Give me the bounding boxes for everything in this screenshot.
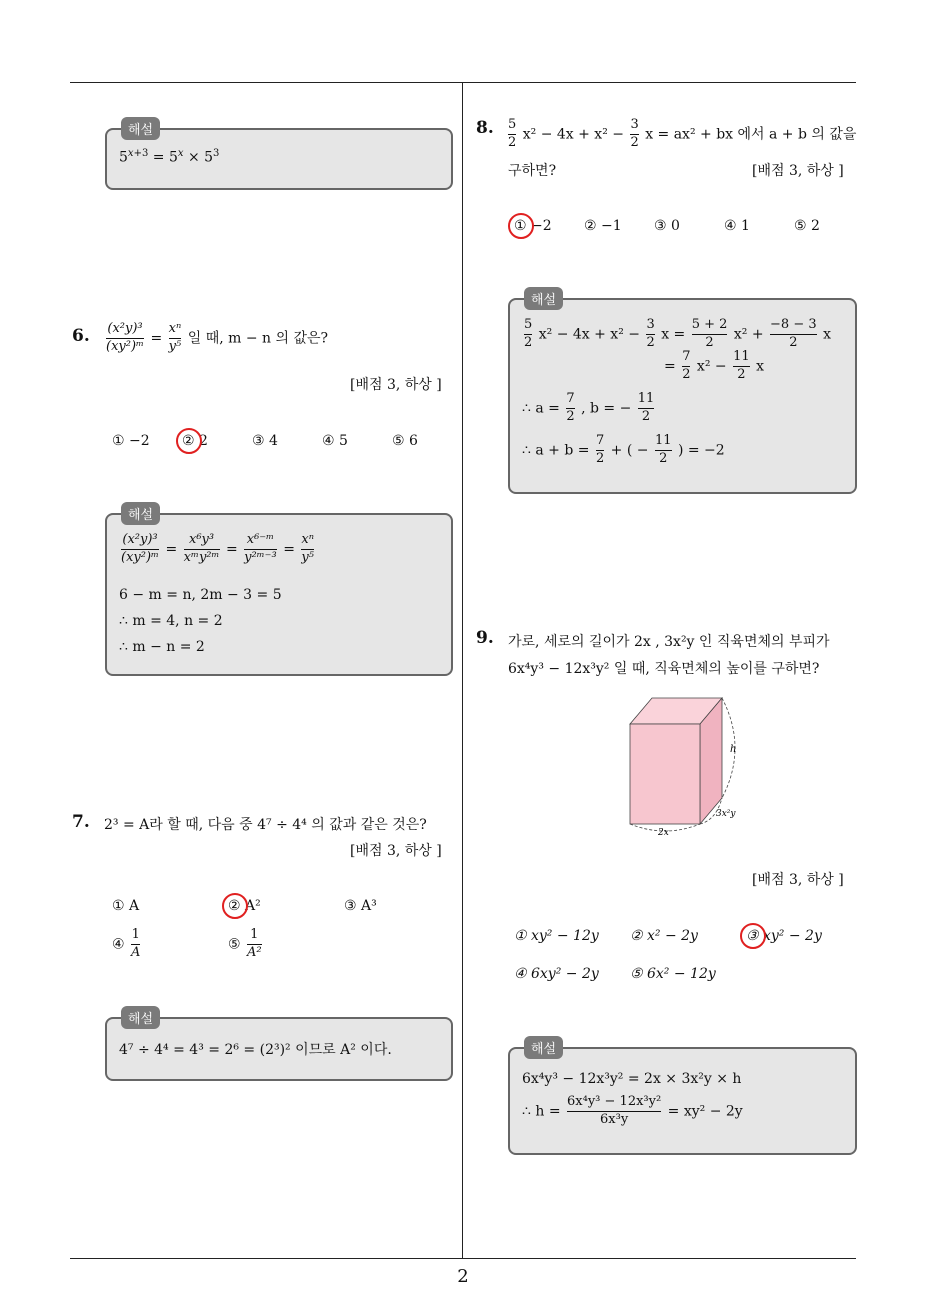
q7-score: [배점 3, 하상 ] [350,843,442,859]
q9-stem-line2: 6x⁴y³ − 12x³y² 일 때, 직육면체의 높이를 구하면? [508,661,820,677]
q8-expl-line2: = $\frac{7}{2}$ x² − $\frac{11}{2}$ x [664,349,764,382]
q9-score: [배점 3, 하상 ] [752,872,844,888]
q6-expl-line1: $\frac{\text{(x²y)³}}{\text{(xy²)ᵐ}}$ = $\frac{\text{x⁶y³}}{\text{xᵐy²ᵐ}}$ = $\frac{\text{x⁶⁻ᵐ}}{\text{y²ᵐ⁻³}}$ = $\frac{\text{xⁿ}}{\text{y⁵}}$ [121,532,314,565]
q6-option-2[interactable]: ② 2 [182,433,208,449]
q8-explanation-box [508,293,857,494]
q6-explanation-box [105,508,453,676]
q7-option-5[interactable]: ⑤ $\frac{1}{\text{A²}}$ [228,927,262,960]
q7-option-2[interactable]: ② A² [228,898,261,914]
q8-option-5[interactable]: ⑤ 2 [794,218,820,234]
q8-stem-line1: $\frac{5}{2}$ x² − 4x + x² − $\frac{3}{2}$ x = ax² + bx 에서 a + b 의 값을 [508,117,857,150]
answer-mark-circle [176,428,202,454]
q8-expl-line1: $\frac{5}{2}$ x² − 4x + x² − $\frac{3}{2}$ x = $\frac{5 + 2}{2}$ x² + $\frac{-8 - 3}{2}$ x [524,317,831,350]
q7-option-4[interactable]: ④ $\frac{1}{A}$ [112,927,141,960]
q7-option-1[interactable]: ① A [112,898,140,914]
explanation-tag: 해설 [121,502,160,525]
explanation-tag: 해설 [121,117,160,140]
q8-score: [배점 3, 하상 ] [752,163,844,179]
q8-option-3[interactable]: ③ 0 [654,218,680,234]
q6-stem: $\frac{\text{(x²y)³}}{\text{(xy²)ᵐ}}$ = $\frac{\text{xⁿ}}{\text{y⁵}}$ 일 때, m − n 의 값은? [106,321,329,354]
q6-option-1[interactable]: ① −2 [112,433,150,449]
q9-option-5[interactable]: ⑤ 6x² − 12y [630,966,716,982]
q5-expl-line1: $5^{x+3} = 5^x \times 5^3$ [119,148,220,166]
q9-option-2[interactable]: ② x² − 2y [630,928,698,944]
q6-expl-line4: ∴ m − n = 2 [119,639,205,655]
page-number: 2 [457,1266,469,1287]
q7-expl-line1: 4⁷ ÷ 4⁴ = 4³ = 2⁶ = (2³)² 이므로 A² 이다. [119,1042,392,1058]
answer-mark-circle [222,893,248,919]
q6-number: 6. [72,326,90,346]
q9-number: 9. [476,628,494,648]
q8-number: 8. [476,118,494,138]
label-2x: 2x [658,828,669,838]
q6-option-4[interactable]: ④ 5 [322,433,348,449]
label-3x2y: 3x²y [716,809,736,819]
q8-expl-line3: ∴ a = $\frac{7}{2}$ , b = − $\frac{11}{2}$ [522,391,655,424]
q9-expl-line2: ∴ h = $\frac{\text{6x⁴y³ − 12x³y²}}{\text{6x³y}}$ = xy² − 2y [522,1094,743,1127]
explanation-tag: 해설 [524,287,563,310]
q7-option-3[interactable]: ③ A³ [344,898,377,914]
explanation-tag: 해설 [524,1036,563,1059]
explanation-tag: 해설 [121,1006,160,1029]
q8-option-1[interactable]: ① −2 [514,218,552,234]
q8-option-4[interactable]: ④ 1 [724,218,750,234]
q6-option-3[interactable]: ③ 4 [252,433,278,449]
q7-stem: 2³ = A라 할 때, 다음 중 4⁷ ÷ 4⁴ 의 값과 같은 것은? [104,817,427,833]
answer-mark-circle [740,923,766,949]
q6-option-5[interactable]: ⑤ 6 [392,433,418,449]
q9-option-1[interactable]: ① xy² − 12y [514,928,599,944]
column-divider [462,82,463,1258]
q6-expl-line2: 6 − m = n, 2m − 3 = 5 [119,587,282,603]
bottom-rule [70,1258,856,1259]
answer-mark-circle [508,213,534,239]
q9-option-3[interactable]: ③ xy² − 2y [746,928,822,944]
q9-expl-line1: 6x⁴y³ − 12x³y² = 2x × 3x²y × h [522,1071,742,1087]
q9-option-4[interactable]: ④ 6xy² − 2y [514,966,599,982]
q6-score: [배점 3, 하상 ] [350,377,442,393]
q5-explanation-box [105,123,453,190]
q6-expl-line3: ∴ m = 4, n = 2 [119,613,223,629]
q9-stem-line1: 가로, 세로의 길이가 2x , 3x²y 인 직육면체의 부피가 [508,634,830,650]
cuboid-front-face [630,724,700,824]
cuboid-figure [620,692,760,842]
q7-number: 7. [72,812,90,832]
q7-explanation-box [105,1012,453,1081]
label-h: h [730,744,737,755]
q8-expl-line4: ∴ a + b = $\frac{7}{2}$ + ( − $\frac{11}{2}$ ) = −2 [522,433,725,466]
q8-stem-line2: 구하면? [508,163,557,179]
q8-option-2[interactable]: ② −1 [584,218,622,234]
top-rule [70,82,856,83]
q9-explanation-box [508,1042,857,1155]
